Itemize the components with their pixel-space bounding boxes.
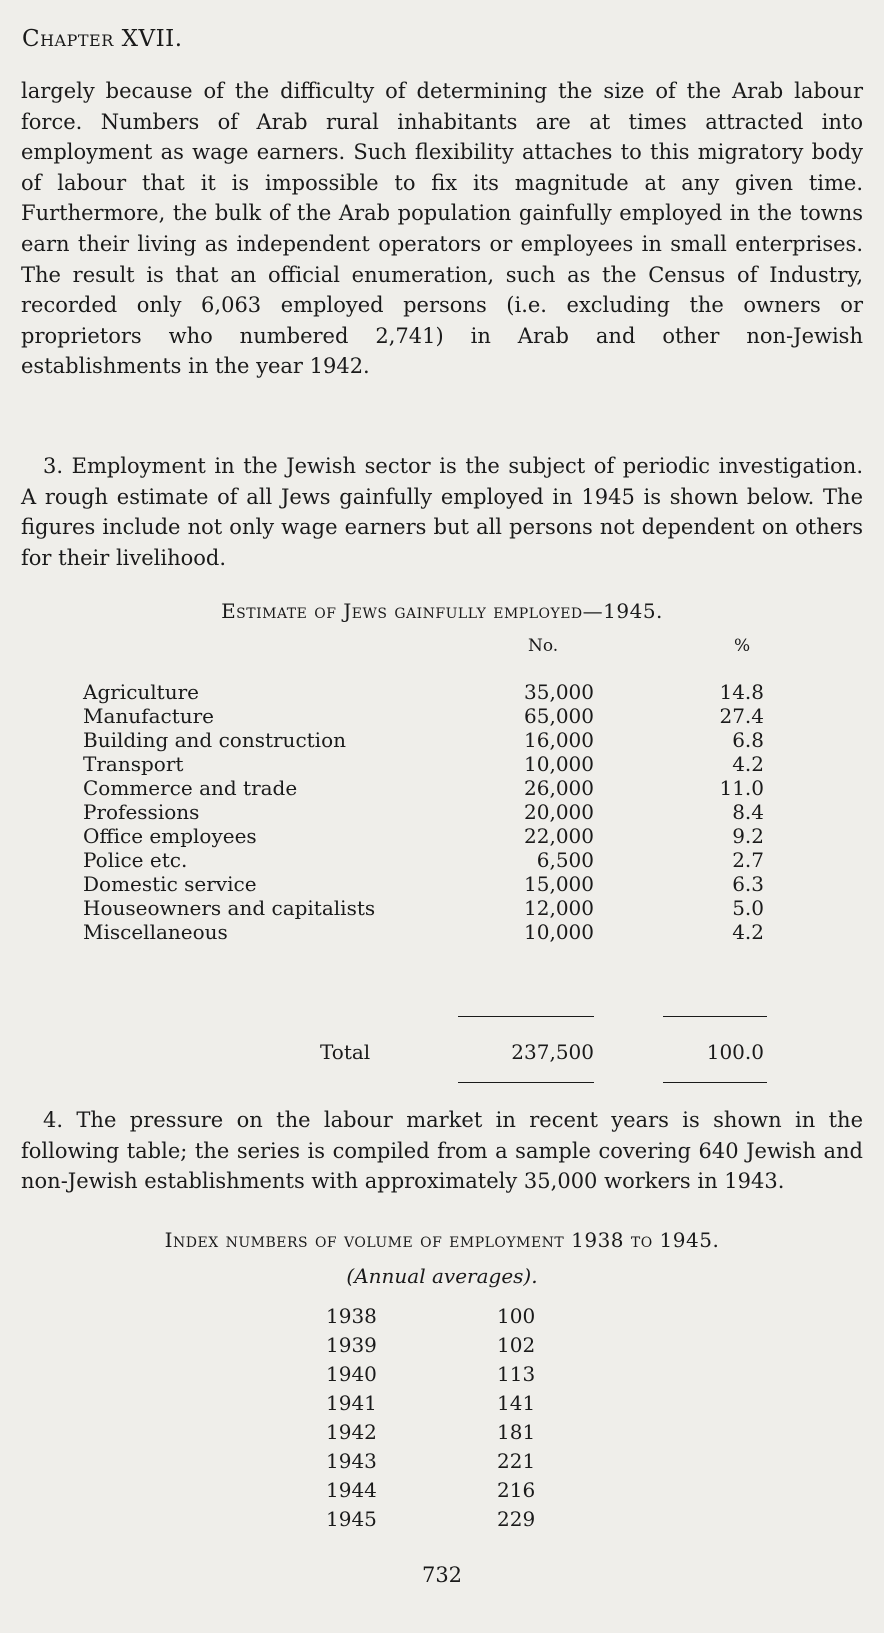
row-label: Office employees (83, 824, 257, 848)
row-percent: 27.4 (719, 704, 764, 728)
row-label: Police etc. (83, 848, 188, 872)
row-percent: 4.2 (732, 920, 764, 944)
row-number: 10,000 (524, 752, 594, 776)
row-label: Manufacture (83, 704, 215, 728)
row-index: 229 (497, 1507, 536, 1531)
row-label: Domestic service (83, 872, 257, 896)
table-row (0, 1420, 884, 1450)
row-index: 113 (497, 1362, 536, 1386)
table1-col-no: No. (528, 636, 559, 656)
row-year: 1939 (326, 1333, 377, 1357)
paragraph-3: 3. Employment in the Jewish sector is the subject of periodic investigation. A rough estimate of all Jews gainfully employed in 1945 is shown below. The figures include not only wage earners but all persons not dependent on others for their livelihood. (21, 454, 863, 570)
row-number: 16,000 (524, 728, 594, 752)
paragraph-4: 4. The pressure on the labour market in recent years is shown in the following table; the series is compiled from a sample covering 640 Jewish and non-Jewish establishments with approximately 35,000 workers in 1943. (21, 1108, 863, 1194)
table-row (0, 1449, 884, 1479)
row-year: 1938 (326, 1304, 377, 1328)
page-number: 732 (421, 1563, 463, 1587)
row-percent: 6.3 (732, 872, 764, 896)
row-index: 181 (497, 1420, 536, 1444)
row-label: Professions (83, 800, 200, 824)
row-percent: 4.2 (732, 752, 764, 776)
table2-caption: Index numbers of volume of employment 1938 to 1945. (164, 1228, 720, 1252)
row-percent: 11.0 (719, 776, 764, 800)
table-row (0, 1304, 884, 1334)
total-rule-top-number (458, 1016, 594, 1017)
row-index: 100 (497, 1304, 536, 1328)
row-label: Building and construction (83, 728, 346, 752)
row-number: 26,000 (524, 776, 594, 800)
table1-col-pct: % (734, 636, 751, 656)
total-rule-bottom-number (458, 1082, 594, 1083)
row-percent: 6.8 (732, 728, 764, 752)
row-number: 22,000 (524, 824, 594, 848)
total-label: Total (320, 1040, 371, 1064)
row-index: 102 (497, 1333, 536, 1357)
row-index: 216 (497, 1478, 536, 1502)
table1-caption: Estimate of Jews gainfully employed—1945. (221, 599, 663, 623)
row-year: 1945 (326, 1507, 377, 1531)
table-row (0, 1478, 884, 1508)
row-number: 65,000 (524, 704, 594, 728)
row-index: 221 (497, 1449, 536, 1473)
row-year: 1940 (326, 1362, 377, 1386)
row-label: Houseowners and capitalists (83, 896, 376, 920)
table-row (0, 1391, 884, 1421)
row-number: 15,000 (524, 872, 594, 896)
row-label: Miscellaneous (83, 920, 228, 944)
table-row (0, 1333, 884, 1363)
table-row (0, 1507, 884, 1537)
total-rule-top-percent (663, 1016, 767, 1017)
row-percent: 5.0 (732, 896, 764, 920)
table-row (0, 920, 884, 950)
table2-subcaption: (Annual averages). (346, 1264, 538, 1288)
row-year: 1944 (326, 1478, 377, 1502)
row-number: 10,000 (524, 920, 594, 944)
row-year: 1943 (326, 1449, 377, 1473)
row-label: Transport (83, 752, 184, 776)
total-number: 237,500 (511, 1040, 594, 1064)
row-year: 1942 (326, 1420, 377, 1444)
row-percent: 14.8 (719, 680, 764, 704)
row-percent: 9.2 (732, 824, 764, 848)
row-label: Agriculture (83, 680, 199, 704)
row-number: 6,500 (536, 848, 594, 872)
row-number: 12,000 (524, 896, 594, 920)
row-index: 141 (497, 1391, 536, 1415)
total-rule-bottom-percent (663, 1082, 767, 1083)
row-percent: 2.7 (732, 848, 764, 872)
row-percent: 8.4 (732, 800, 764, 824)
row-number: 20,000 (524, 800, 594, 824)
row-number: 35,000 (524, 680, 594, 704)
row-label: Commerce and trade (83, 776, 298, 800)
running-head: Chapter XVII. (22, 26, 183, 52)
row-year: 1941 (326, 1391, 377, 1415)
table-row (0, 1362, 884, 1392)
paragraph-continuation: largely because of the difficulty of determining the size of the Arab labour force. Numbers of Arab rural inhabitants are at times attracted into employment as wage earners. Such flexibility attaches to this migratory body of labour that it is impossible to fix its magnitude at any given time. Furthermore, the bulk of the Arab population gainfully employed in the towns earn their living as independent operators or employees in small enterprises. The result is that an official enumeration, such as the Census of Industry, recorded only 6,063 employed persons (i.e. excluding the owners or proprietors who numbered 2,741) in Arab and other non-Jewish establishments in the year 1942. (21, 79, 863, 379)
total-percent: 100.0 (706, 1040, 764, 1064)
